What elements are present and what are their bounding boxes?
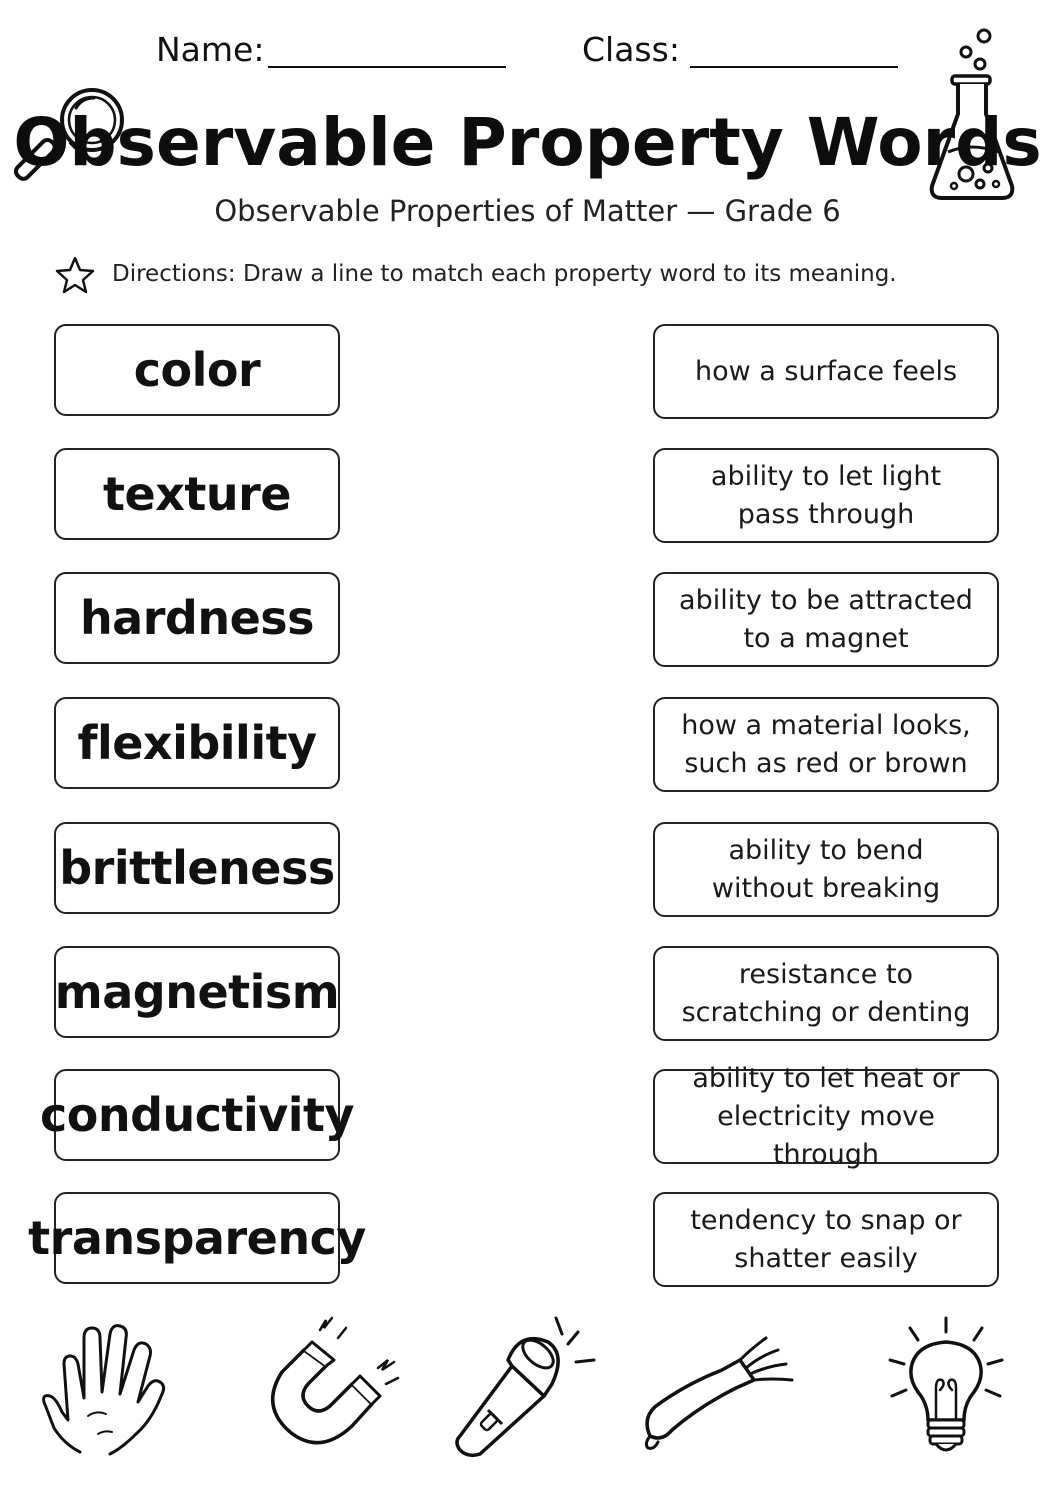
- directions-text: Directions: Draw a line to match each property word to its meaning.: [112, 261, 897, 287]
- word-box-texture[interactable]: texture: [54, 448, 340, 540]
- star-icon: [55, 256, 95, 294]
- word-box-magnetism[interactable]: magnetism: [54, 946, 340, 1038]
- meaning-box-2[interactable]: ability to let light pass through: [653, 448, 999, 543]
- meaning-box-6[interactable]: resistance to scratching or denting: [653, 946, 999, 1041]
- class-field[interactable]: [690, 66, 898, 68]
- meaning-box-8[interactable]: tendency to snap or shatter easily: [653, 1192, 999, 1287]
- meaning-box-4[interactable]: how a material looks, such as red or brown: [653, 697, 999, 792]
- word-box-flexibility[interactable]: flexibility: [54, 697, 340, 789]
- name-field[interactable]: [268, 66, 506, 68]
- magnet-icon: [268, 1314, 408, 1456]
- hand-icon: [40, 1316, 168, 1458]
- word-box-hardness[interactable]: hardness: [54, 572, 340, 664]
- meaning-box-3[interactable]: ability to be attracted to a magnet: [653, 572, 999, 667]
- word-box-transparency[interactable]: transparency: [54, 1192, 340, 1284]
- wire-icon: [636, 1326, 800, 1452]
- name-label: Name:: [156, 30, 265, 69]
- meaning-box-7[interactable]: ability to let heat or electricity move through: [653, 1069, 999, 1164]
- lightbulb-icon: [884, 1316, 1008, 1460]
- class-label: Class:: [582, 30, 680, 69]
- page-title: Observable Property Words: [13, 104, 1042, 181]
- meaning-box-5[interactable]: ability to bend without breaking: [653, 822, 999, 917]
- word-box-brittleness[interactable]: brittleness: [54, 822, 340, 914]
- page-subtitle: Observable Properties of Matter — Grade 6: [214, 194, 841, 228]
- flashlight-icon: [448, 1310, 598, 1462]
- word-box-conductivity[interactable]: conductivity: [54, 1069, 340, 1161]
- word-box-color[interactable]: color: [54, 324, 340, 416]
- meaning-box-1[interactable]: how a surface feels: [653, 324, 999, 419]
